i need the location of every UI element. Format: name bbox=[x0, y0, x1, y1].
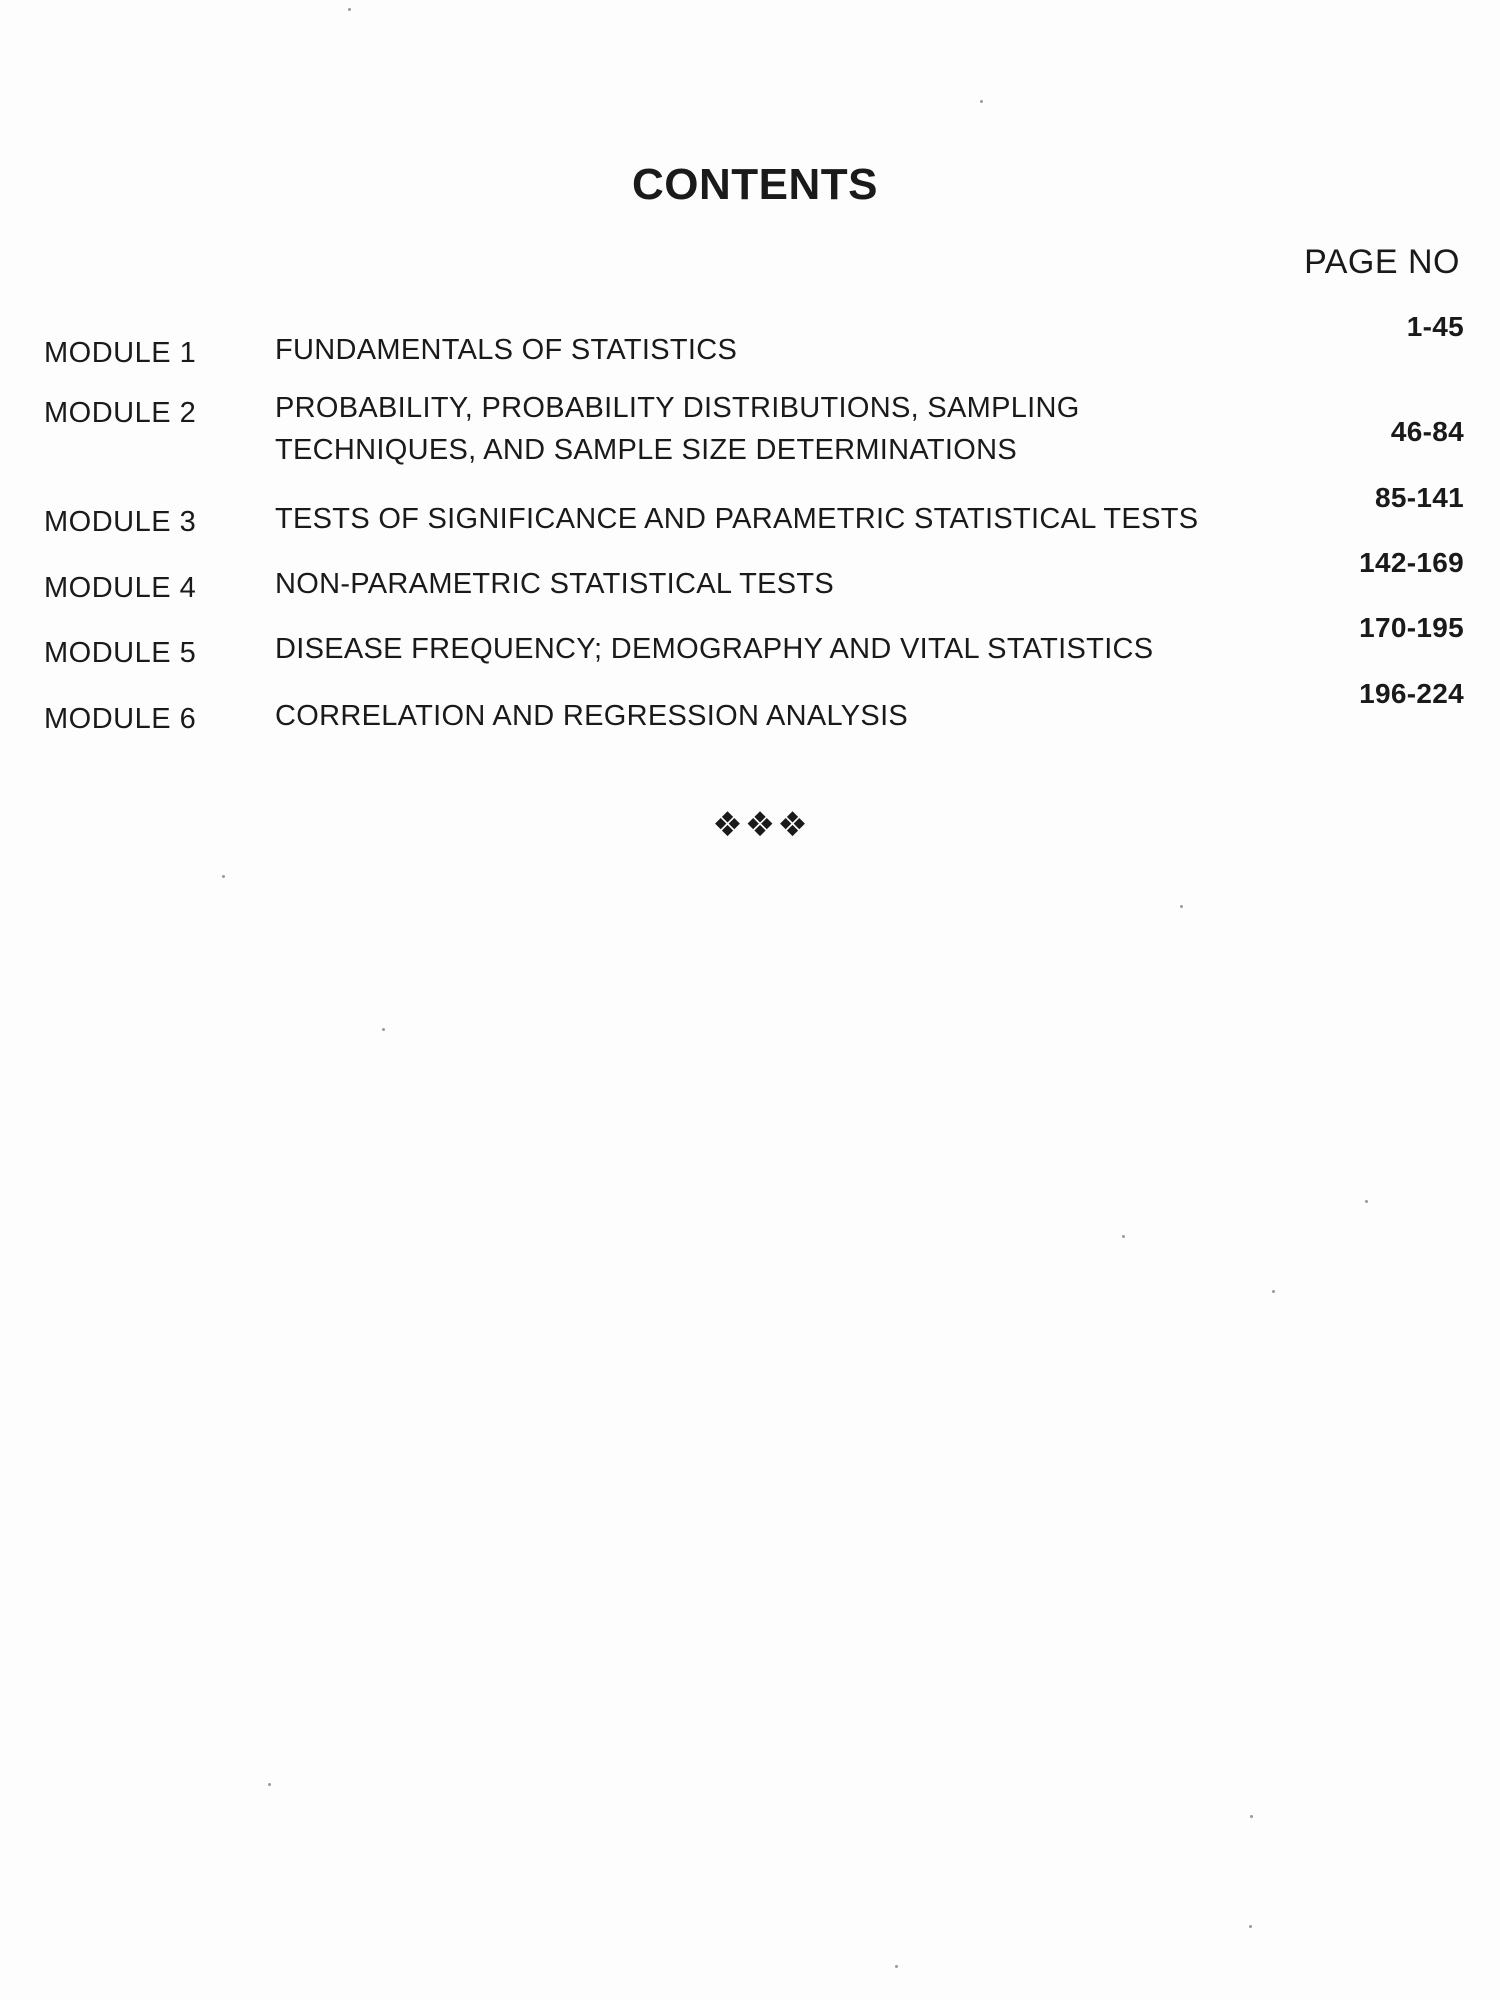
scan-speck bbox=[1180, 905, 1183, 908]
toc-row-module-4 bbox=[0, 547, 1500, 637]
scan-speck bbox=[348, 8, 351, 11]
scan-speck bbox=[1365, 1200, 1368, 1203]
ornament-divider-icon: ❖❖❖ bbox=[712, 805, 810, 845]
toc-row-module-3 bbox=[0, 482, 1500, 570]
module-topic: DISEASE FREQUENCY; DEMOGRAPHY AND VITAL STATISTICS bbox=[275, 633, 1154, 665]
module-label: MODULE 4 bbox=[44, 572, 197, 604]
toc-row-module-6 bbox=[0, 678, 1500, 770]
scan-speck bbox=[222, 875, 225, 878]
toc-row-module-1 bbox=[0, 311, 1500, 395]
toc-row-module-2 bbox=[0, 392, 1500, 466]
module-topic: PROBABILITY, PROBABILITY DISTRIBUTIONS, SAMPLING TECHNIQUES, AND SAMPLE SIZE DETERMINATIONS bbox=[275, 392, 1080, 466]
scan-speck bbox=[980, 100, 983, 103]
scan-speck bbox=[382, 1028, 385, 1031]
page-no-header: PAGE NO bbox=[1304, 243, 1460, 281]
module-label: MODULE 3 bbox=[44, 506, 197, 538]
scan-speck bbox=[1250, 1815, 1253, 1818]
scan-speck bbox=[1249, 1925, 1252, 1928]
module-page-range: 142-169 bbox=[1359, 547, 1464, 578]
module-topic: NON-PARAMETRIC STATISTICAL TESTS bbox=[275, 568, 835, 600]
scan-speck bbox=[895, 1965, 898, 1968]
scan-speck bbox=[1272, 1290, 1275, 1293]
module-topic: CORRELATION AND REGRESSION ANALYSIS bbox=[275, 700, 909, 732]
contents-title: CONTENTS bbox=[632, 160, 878, 209]
module-label: MODULE 2 bbox=[44, 397, 197, 429]
module-label: MODULE 6 bbox=[44, 703, 197, 735]
toc-row-module-5 bbox=[0, 612, 1500, 703]
scan-speck bbox=[268, 1783, 271, 1786]
module-label: MODULE 1 bbox=[44, 337, 197, 369]
module-topic: TESTS OF SIGNIFICANCE AND PARAMETRIC STATISTICAL TESTS bbox=[275, 503, 1199, 535]
module-label: MODULE 5 bbox=[44, 637, 197, 669]
module-page-range: 196-224 bbox=[1359, 678, 1464, 709]
module-page-range: 46-84 bbox=[1390, 416, 1464, 447]
module-page-range: 1-45 bbox=[1406, 311, 1464, 342]
module-topic: FUNDAMENTALS OF STATISTICS bbox=[275, 334, 738, 366]
module-page-range: 85-141 bbox=[1375, 482, 1464, 513]
module-page-range: 170-195 bbox=[1359, 612, 1464, 643]
scan-speck bbox=[1122, 1235, 1125, 1238]
